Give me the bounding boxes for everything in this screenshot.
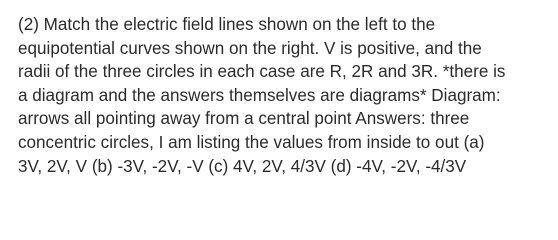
question-line: 3V, 2V, V (b) -3V, -2V, -V (c) 4V, 2V, 4/3V (d) -4V, -2V, -4/3V (18, 156, 467, 176)
question-line: arrows all pointing away from a central point Answers: three (18, 109, 470, 129)
question-line: (2) Match the electric field lines shown on the left to the (18, 15, 436, 34)
question-line: concentric circles, I am listing the values from inside to out (a) (18, 132, 485, 152)
question-line: a diagram and the answers themselves are diagrams* Diagram: (18, 85, 501, 105)
question-text (18, 13, 538, 178)
question-line: equipotential curves shown on the right. V is positive, and the (18, 38, 482, 58)
question-line: radii of the three circles in each case are R, 2R and 3R. *there is (18, 62, 506, 82)
